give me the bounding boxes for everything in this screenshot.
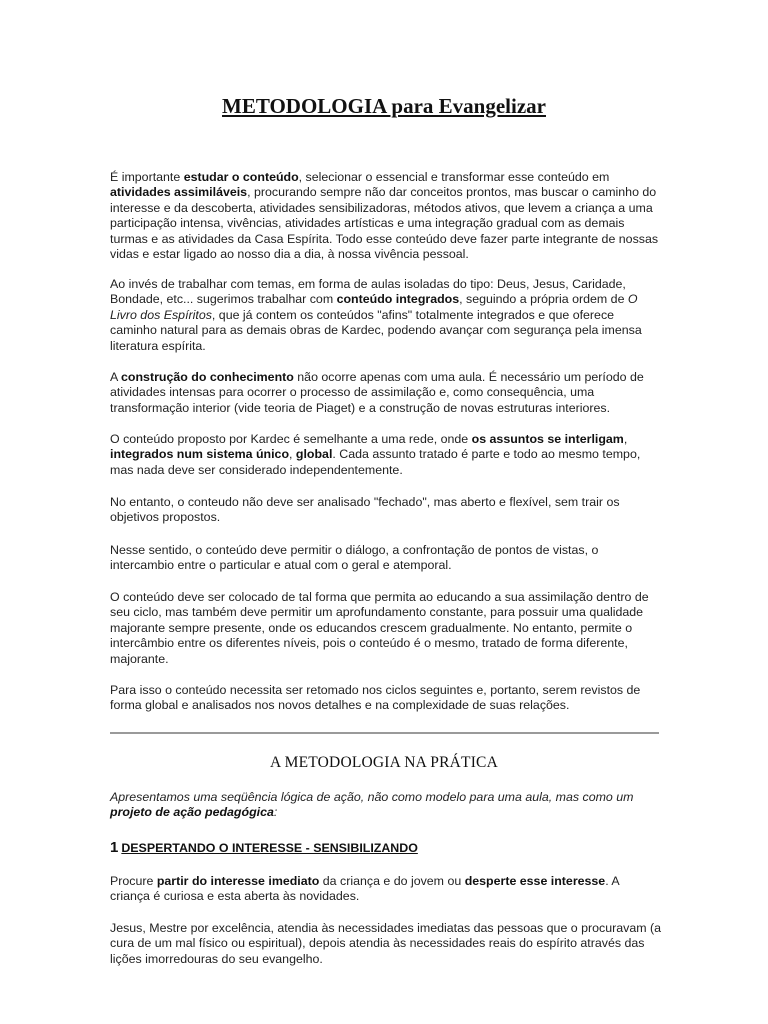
text-run: , procurando sempre não dar conceitos prontos, mas buscar o caminho do interesse e da descoberta, atividades sensibilizadoras, métodos ativos, que levem a criança a uma participação intensa, vivências, atividades artísticas e uma integração gradual com as demais turmas e as atividades da Casa Espírita. Todo esse conteúdo deve fazer parte integrante de nossas vidas e estar ligado ao nosso dia a dia, à nossa vivência pessoal. xyxy=(110,185,659,262)
text-run: É importante xyxy=(110,170,184,184)
paragraph-open-content: No entanto, o conteudo não deve ser analisado "fechado", mas aberto e flexível, sem trair os objetivos propostos. xyxy=(110,495,620,525)
bold-text: conteúdo integrados xyxy=(336,292,460,307)
text-run: Ao invés de trabalhar com temas, em forma de aulas isoladas do tipo: Deus, Jesus, Caridade, Bondade, etc... sugerimos trabalhar com xyxy=(110,277,626,307)
bold-text: integrados num sistema único xyxy=(110,447,290,462)
section-heading: A METODOLOGIA NA PRÁTICA xyxy=(270,754,498,771)
document-title: METODOLOGIA para Evangelizar xyxy=(222,94,546,118)
text-run: A xyxy=(110,370,122,384)
text-run: , xyxy=(623,432,628,446)
text-run: Procure xyxy=(110,874,157,888)
text-run: . Cada assunto tratado é parte e todo ao mesmo tempo, mas nada deve ser considerado independentemente. xyxy=(110,447,641,477)
text-run: não ocorre apenas com uma aula. É necessário um período de atividades intensas para ocorrer o processo de assimilação e, como consequência, uma transformação interior (vide teoria de Piaget) e a construção de novas estruturas interiores. xyxy=(110,370,644,415)
step-number: 1 xyxy=(110,839,119,856)
bold-text: global xyxy=(295,447,333,462)
text-run: Apresentamos uma seqüência lógica de ação, não como modelo para uma aula, mas como um xyxy=(110,790,634,804)
step-heading xyxy=(110,839,418,857)
text-run: da criança e do jovem ou xyxy=(319,874,465,888)
paragraph-interest xyxy=(110,874,662,905)
paragraph-network xyxy=(110,432,662,478)
paragraph-assimilation: O conteúdo deve ser colocado de tal forma que permita ao educando a sua assimilação dentro de seu ciclo, mas também deve permitir um aprofundamento constante, para possuir uma qualidade majorante sempre presente, onde os educandos crescem gradualmente. No entanto, permite o intercâmbio entre os diferentes níveis, pois o conteúdo é o mesmo, tratado de forma diferente, majorante. xyxy=(110,590,649,666)
text-run: , selecionar o essencial e transformar esse conteúdo em xyxy=(298,170,610,184)
bold-text: atividades assimiláveis xyxy=(110,185,248,200)
paragraph-knowledge-construction xyxy=(110,370,662,416)
paragraph-jesus: Jesus, Mestre por excelência, atendia às necessidades imediatas das pessoas que o procuravam (a cura de um mal físico ou espiritual), depois atendia às necessidades reais do espírito através das lições imorredouras do seu evangelho. xyxy=(110,921,661,966)
paragraph-study-content xyxy=(110,170,662,262)
text-run: O conteúdo proposto por Kardec é semelhante a uma rede, onde xyxy=(110,432,472,446)
italic-book-title: O Livro dos Espíritos xyxy=(110,292,638,322)
bold-text: os assuntos se interligam xyxy=(471,432,624,446)
text-run: . A criança é curiosa e esta aberta às novidades. xyxy=(110,874,619,904)
paragraph-revisit: Para isso o conteúdo necessita ser retomado nos ciclos seguintes e, portanto, serem revistos de forma global e analisados nos novos detalhes e na complexidade de suas relações. xyxy=(110,683,641,713)
text-run: , que já contem os conteúdos "afins" totalmente integrados e que oferece caminho natural para as demais obras de Kardec, podendo avançar com segurança pela imensa literatura espírita. xyxy=(110,307,642,353)
paragraph-dialogue: Nesse sentido, o conteúdo deve permitir o diálogo, a confrontação de pontos de vistas, o intercambio entre o particular e atual com o geral e atemporal. xyxy=(110,543,599,573)
bold-text: partir do interesse imediato xyxy=(156,874,320,888)
bold-text: estudar o conteúdo xyxy=(183,170,299,184)
paragraph-lead xyxy=(110,790,662,821)
text-run: , seguindo a própria ordem de xyxy=(459,292,628,307)
bold-text: construção do conhecimento xyxy=(121,370,294,384)
text-run: : xyxy=(273,805,278,820)
step-label: DESPERTANDO O INTERESSE - SENSIBILIZANDO xyxy=(121,841,418,855)
bold-text: desperte esse interesse xyxy=(464,874,606,888)
bold-text: projeto de ação pedagógica xyxy=(110,805,274,820)
paragraph-integrated-content xyxy=(110,277,662,354)
horizontal-divider xyxy=(110,732,659,734)
text-run: , xyxy=(289,447,296,462)
